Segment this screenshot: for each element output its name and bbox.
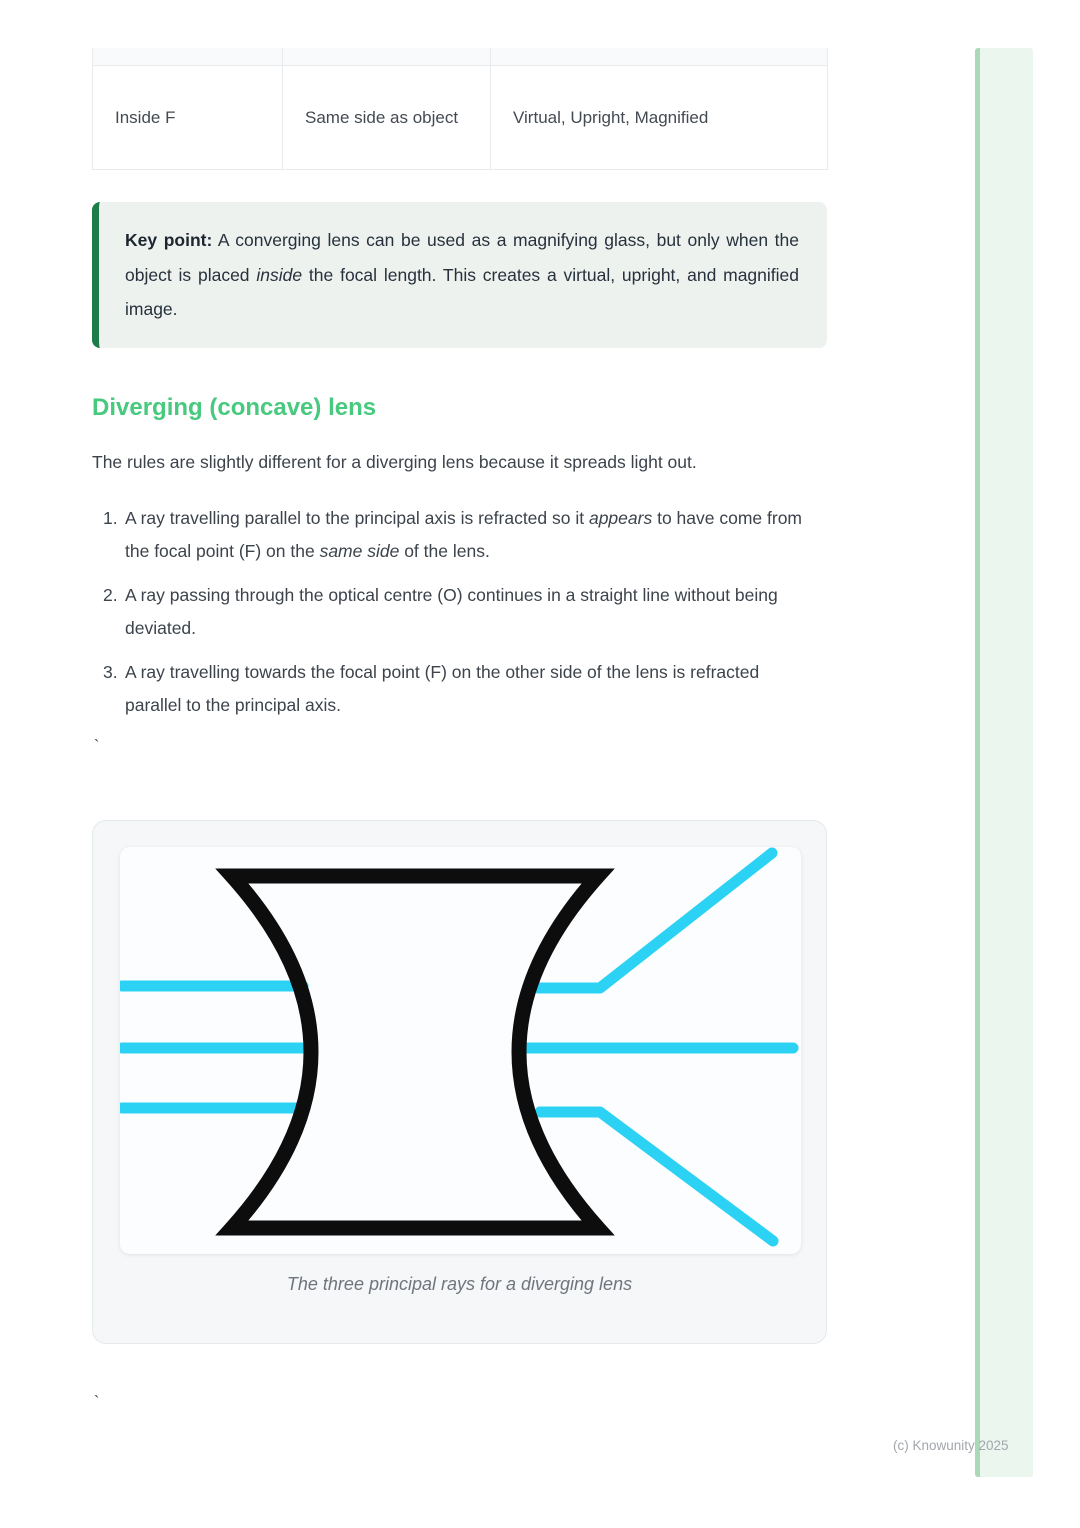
list-item-number: 1.: [103, 508, 118, 528]
copyright-footer: (c) Knowunity 2025: [893, 1438, 1009, 1453]
list-item-number: 3.: [103, 662, 118, 682]
list-item: [103, 502, 813, 568]
diagram-caption: The three principal rays for a diverging lens: [286, 1274, 633, 1294]
table-row: [93, 65, 828, 169]
section-intro-paragraph: The rules are slightly different for a diverging lens because it spreads light out.: [92, 452, 697, 472]
list-item: [103, 656, 813, 722]
stray-backtick: `: [94, 1394, 100, 1411]
table-cell-image-position: Same side as object: [283, 65, 491, 169]
list-item: [103, 579, 813, 645]
table-row-clipped: [93, 48, 828, 65]
diagram-card: [92, 820, 827, 1344]
diverging-lens-diagram: [120, 847, 801, 1254]
stray-backtick: `: [94, 738, 100, 755]
list-item-text: A ray passing through the optical centre (O) continues in a straight line without being deviated.: [125, 585, 778, 638]
table-cell-image-nature: Virtual, Upright, Magnified: [491, 65, 828, 169]
list-item-number: 2.: [103, 585, 118, 605]
key-point-text-2: the focal length. This creates a virtual, upright, and magnified image.: [125, 264, 799, 319]
table-cell-object-position: Inside F: [93, 65, 283, 169]
lens-results-table: [92, 48, 828, 170]
key-point-emphasis: inside: [256, 264, 303, 285]
table-cell: [491, 48, 828, 65]
section-heading: Diverging (concave) lens: [92, 394, 377, 421]
diverging-lens-svg: [120, 847, 801, 1254]
key-point-callout: [92, 202, 827, 348]
table-cell: [283, 48, 491, 65]
key-point-label: Key point:: [125, 230, 213, 250]
table-cell: [93, 48, 283, 65]
key-point-text-1: A converging lens can be used as a magnifying glass, but only when the object is placed: [125, 230, 799, 285]
list-item-text: A ray travelling towards the focal point (F) on the other side of the lens is refracted parallel to the principal axis.: [125, 662, 760, 715]
list-item-text: A ray travelling parallel to the principal axis is refracted so it appears to have come from the focal point (F) on the same side of the lens.: [125, 508, 803, 561]
right-accent-stripe: [975, 48, 1033, 1477]
principal-rays-list: [103, 502, 813, 733]
